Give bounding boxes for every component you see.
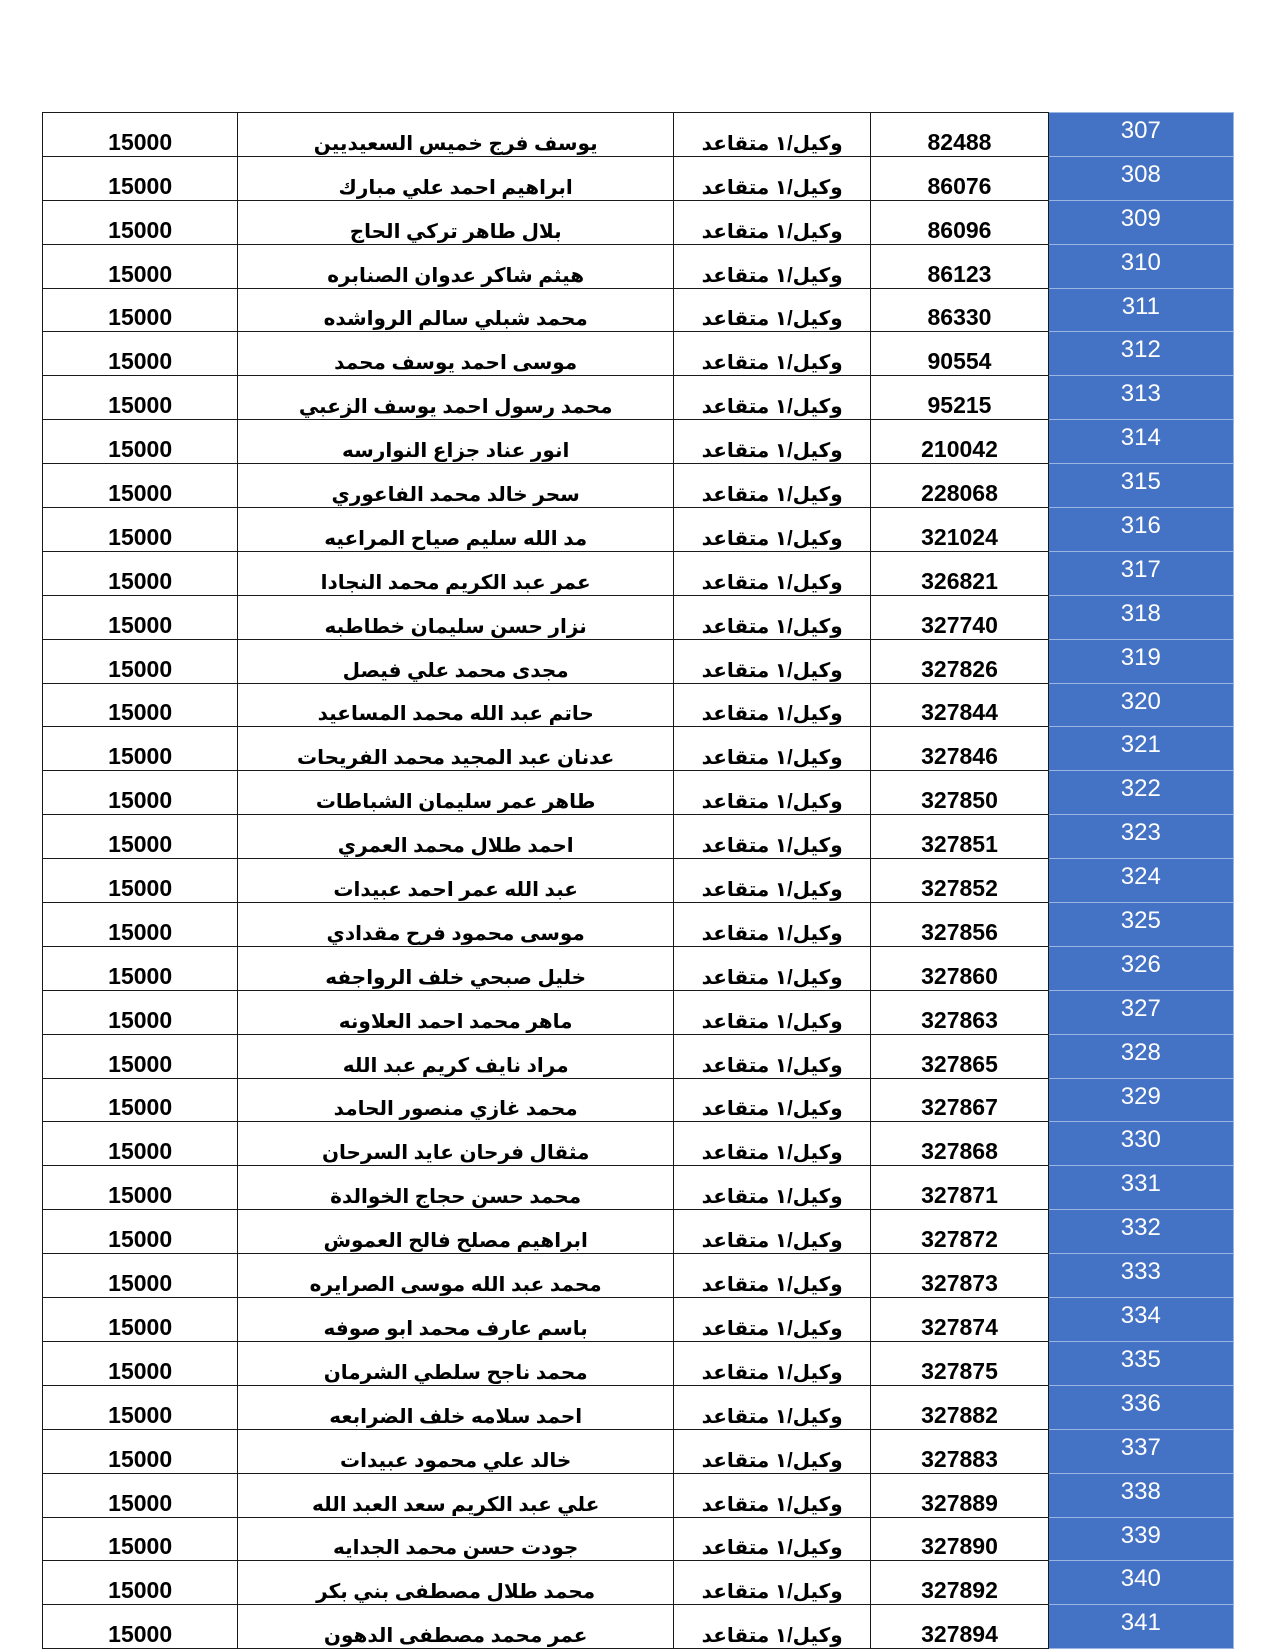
table-row <box>43 903 1234 947</box>
rank-cell: وكيل/١ متقاعد <box>674 508 871 552</box>
rank-cell: وكيل/١ متقاعد <box>674 595 871 639</box>
name-cell: حاتم عبد الله محمد المساعيد <box>238 683 674 727</box>
serial-number-cell: 326 <box>1048 946 1233 990</box>
serial-number-cell: 324 <box>1048 859 1233 903</box>
rank-cell: وكيل/١ متقاعد <box>674 1122 871 1166</box>
rank-cell: وكيل/١ متقاعد <box>674 1078 871 1122</box>
amount-cell: 15000 <box>43 1298 238 1342</box>
amount-cell: 15000 <box>43 1210 238 1254</box>
military-number-cell: 327860 <box>871 946 1048 990</box>
military-number-cell: 327867 <box>871 1078 1048 1122</box>
military-number-cell: 210042 <box>871 420 1048 464</box>
name-cell: موسى محمود فرح مقدادي <box>238 903 674 947</box>
serial-number-cell: 311 <box>1048 288 1233 332</box>
amount-cell: 15000 <box>43 990 238 1034</box>
amount-cell: 15000 <box>43 946 238 990</box>
military-number-cell: 86096 <box>871 200 1048 244</box>
rank-cell: وكيل/١ متقاعد <box>674 1473 871 1517</box>
rank-cell: وكيل/١ متقاعد <box>674 639 871 683</box>
serial-number-cell: 338 <box>1048 1473 1233 1517</box>
table-row <box>43 288 1234 332</box>
name-cell: محمد شبلي سالم الرواشده <box>238 288 674 332</box>
rank-cell: وكيل/١ متقاعد <box>674 1517 871 1561</box>
serial-number-cell: 308 <box>1048 156 1233 200</box>
amount-cell: 15000 <box>43 244 238 288</box>
rank-cell: وكيل/١ متقاعد <box>674 771 871 815</box>
military-number-cell: 327868 <box>871 1122 1048 1166</box>
serial-number-cell: 320 <box>1048 683 1233 727</box>
military-number-cell: 228068 <box>871 464 1048 508</box>
table-row <box>43 1561 1234 1605</box>
name-cell: عمر محمد مصطفى الدهون <box>238 1605 674 1649</box>
name-cell: ماهر محمد احمد العلاونه <box>238 990 674 1034</box>
name-cell: خليل صبحي خلف الرواجفه <box>238 946 674 990</box>
amount-cell: 15000 <box>43 1166 238 1210</box>
rank-cell: وكيل/١ متقاعد <box>674 200 871 244</box>
rank-cell: وكيل/١ متقاعد <box>674 1561 871 1605</box>
table-row <box>43 551 1234 595</box>
military-number-cell: 327856 <box>871 903 1048 947</box>
table-row <box>43 1298 1234 1342</box>
name-cell: محمد حسن حجاج الخوالدة <box>238 1166 674 1210</box>
amount-cell: 15000 <box>43 288 238 332</box>
table-row <box>43 508 1234 552</box>
name-cell: بلال طاهر تركي الحاج <box>238 200 674 244</box>
military-number-cell: 86330 <box>871 288 1048 332</box>
table-row <box>43 1517 1234 1561</box>
serial-number-cell: 318 <box>1048 595 1233 639</box>
military-number-cell: 327882 <box>871 1385 1048 1429</box>
military-number-cell: 327883 <box>871 1429 1048 1473</box>
name-cell: باسم عارف محمد ابو صوفه <box>238 1298 674 1342</box>
name-cell: هيثم شاكر عدوان الصنابره <box>238 244 674 288</box>
amount-cell: 15000 <box>43 551 238 595</box>
rank-cell: وكيل/١ متقاعد <box>674 903 871 947</box>
amount-cell: 15000 <box>43 1254 238 1298</box>
table-row <box>43 727 1234 771</box>
name-cell: محمد ناجح سلطي الشرمان <box>238 1341 674 1385</box>
serial-number-cell: 339 <box>1048 1517 1233 1561</box>
rank-cell: وكيل/١ متقاعد <box>674 420 871 464</box>
amount-cell: 15000 <box>43 332 238 376</box>
amount-cell: 15000 <box>43 639 238 683</box>
rank-cell: وكيل/١ متقاعد <box>674 1166 871 1210</box>
amount-cell: 15000 <box>43 376 238 420</box>
name-cell: خالد علي محمود عبيدات <box>238 1429 674 1473</box>
serial-number-cell: 328 <box>1048 1034 1233 1078</box>
amount-cell: 15000 <box>43 1385 238 1429</box>
serial-number-cell: 309 <box>1048 200 1233 244</box>
serial-number-cell: 341 <box>1048 1605 1233 1649</box>
name-cell: موسى احمد يوسف محمد <box>238 332 674 376</box>
rank-cell: وكيل/١ متقاعد <box>674 288 871 332</box>
amount-cell: 15000 <box>43 464 238 508</box>
serial-number-cell: 314 <box>1048 420 1233 464</box>
military-number-cell: 82488 <box>871 113 1048 157</box>
rank-cell: وكيل/١ متقاعد <box>674 946 871 990</box>
table-row <box>43 420 1234 464</box>
serial-number-cell: 319 <box>1048 639 1233 683</box>
rank-cell: وكيل/١ متقاعد <box>674 727 871 771</box>
name-cell: محمد عبد الله موسى الصرايره <box>238 1254 674 1298</box>
serial-number-cell: 313 <box>1048 376 1233 420</box>
rank-cell: وكيل/١ متقاعد <box>674 990 871 1034</box>
table-row <box>43 1210 1234 1254</box>
military-number-cell: 327873 <box>871 1254 1048 1298</box>
name-cell: ابراهيم مصلح فالح العموش <box>238 1210 674 1254</box>
name-cell: احمد سلامه خلف الضرابعه <box>238 1385 674 1429</box>
amount-cell: 15000 <box>43 727 238 771</box>
name-cell: احمد طلال محمد العمري <box>238 815 674 859</box>
military-number-cell: 327874 <box>871 1298 1048 1342</box>
rank-cell: وكيل/١ متقاعد <box>674 244 871 288</box>
rank-cell: وكيل/١ متقاعد <box>674 1429 871 1473</box>
amount-cell: 15000 <box>43 1561 238 1605</box>
rank-cell: وكيل/١ متقاعد <box>674 1298 871 1342</box>
military-number-cell: 327850 <box>871 771 1048 815</box>
rank-cell: وكيل/١ متقاعد <box>674 815 871 859</box>
military-number-cell: 327826 <box>871 639 1048 683</box>
table-row <box>43 1254 1234 1298</box>
military-number-cell: 327890 <box>871 1517 1048 1561</box>
amount-cell: 15000 <box>43 771 238 815</box>
table-row <box>43 113 1234 157</box>
table-row <box>43 1385 1234 1429</box>
table-row <box>43 244 1234 288</box>
name-cell: جودت حسن محمد الجدايه <box>238 1517 674 1561</box>
rank-cell: وكيل/١ متقاعد <box>674 1341 871 1385</box>
table-row <box>43 1473 1234 1517</box>
military-number-cell: 327889 <box>871 1473 1048 1517</box>
name-cell: علي عبد الكريم سعد العبد الله <box>238 1473 674 1517</box>
table-row <box>43 332 1234 376</box>
serial-number-cell: 340 <box>1048 1561 1233 1605</box>
name-cell: عبد الله عمر احمد عبيدات <box>238 859 674 903</box>
table-row <box>43 946 1234 990</box>
amount-cell: 15000 <box>43 1341 238 1385</box>
rank-cell: وكيل/١ متقاعد <box>674 464 871 508</box>
name-cell: سحر خالد محمد الفاعوري <box>238 464 674 508</box>
table-row <box>43 1166 1234 1210</box>
table-row <box>43 1122 1234 1166</box>
serial-number-cell: 327 <box>1048 990 1233 1034</box>
military-number-cell: 327844 <box>871 683 1048 727</box>
military-number-cell: 327740 <box>871 595 1048 639</box>
name-cell: عدنان عبد المجيد محمد الفريحات <box>238 727 674 771</box>
name-cell: طاهر عمر سليمان الشباطات <box>238 771 674 815</box>
rank-cell: وكيل/١ متقاعد <box>674 1254 871 1298</box>
amount-cell: 15000 <box>43 903 238 947</box>
amount-cell: 15000 <box>43 508 238 552</box>
amount-cell: 15000 <box>43 1517 238 1561</box>
table-row <box>43 859 1234 903</box>
military-number-cell: 86076 <box>871 156 1048 200</box>
military-number-cell: 95215 <box>871 376 1048 420</box>
rank-cell: وكيل/١ متقاعد <box>674 332 871 376</box>
rank-cell: وكيل/١ متقاعد <box>674 156 871 200</box>
table-row <box>43 464 1234 508</box>
military-number-cell: 90554 <box>871 332 1048 376</box>
serial-number-cell: 332 <box>1048 1210 1233 1254</box>
name-cell: محمد غازي منصور الحامد <box>238 1078 674 1122</box>
serial-number-cell: 321 <box>1048 727 1233 771</box>
amount-cell: 15000 <box>43 1605 238 1649</box>
serial-number-cell: 329 <box>1048 1078 1233 1122</box>
name-cell: انور عناد جزاع النوارسه <box>238 420 674 464</box>
military-number-cell: 327865 <box>871 1034 1048 1078</box>
table-row <box>43 683 1234 727</box>
name-cell: مد الله سليم صياح المراعيه <box>238 508 674 552</box>
table-row <box>43 1605 1234 1649</box>
rank-cell: وكيل/١ متقاعد <box>674 1605 871 1649</box>
serial-number-cell: 315 <box>1048 464 1233 508</box>
rank-cell: وكيل/١ متقاعد <box>674 376 871 420</box>
rank-cell: وكيل/١ متقاعد <box>674 1034 871 1078</box>
serial-number-cell: 307 <box>1048 113 1233 157</box>
serial-number-cell: 330 <box>1048 1122 1233 1166</box>
name-cell: ابراهيم احمد علي مبارك <box>238 156 674 200</box>
amount-cell: 15000 <box>43 683 238 727</box>
table-body <box>43 113 1234 1649</box>
amount-cell: 15000 <box>43 859 238 903</box>
table-row <box>43 1341 1234 1385</box>
name-cell: عمر عبد الكريم محمد النجادا <box>238 551 674 595</box>
serial-number-cell: 325 <box>1048 903 1233 947</box>
serial-number-cell: 336 <box>1048 1385 1233 1429</box>
table-row <box>43 990 1234 1034</box>
rank-cell: وكيل/١ متقاعد <box>674 1210 871 1254</box>
rank-cell: وكيل/١ متقاعد <box>674 551 871 595</box>
military-number-cell: 327894 <box>871 1605 1048 1649</box>
rank-cell: وكيل/١ متقاعد <box>674 113 871 157</box>
rank-cell: وكيل/١ متقاعد <box>674 1385 871 1429</box>
military-number-cell: 321024 <box>871 508 1048 552</box>
serial-number-cell: 322 <box>1048 771 1233 815</box>
amount-cell: 15000 <box>43 1122 238 1166</box>
serial-number-cell: 317 <box>1048 551 1233 595</box>
table-row <box>43 1034 1234 1078</box>
name-cell: نزار حسن سليمان خطاطبه <box>238 595 674 639</box>
serial-number-cell: 334 <box>1048 1298 1233 1342</box>
serial-number-cell: 331 <box>1048 1166 1233 1210</box>
military-number-cell: 327871 <box>871 1166 1048 1210</box>
name-cell: مثقال فرحان عايد السرحان <box>238 1122 674 1166</box>
military-number-cell: 327852 <box>871 859 1048 903</box>
table-row <box>43 376 1234 420</box>
serial-number-cell: 323 <box>1048 815 1233 859</box>
serial-number-cell: 335 <box>1048 1341 1233 1385</box>
military-number-cell: 327892 <box>871 1561 1048 1605</box>
name-cell: محمد رسول احمد يوسف الزعبي <box>238 376 674 420</box>
amount-cell: 15000 <box>43 595 238 639</box>
military-number-cell: 327863 <box>871 990 1048 1034</box>
name-cell: يوسف فرج خميس السعيديين <box>238 113 674 157</box>
table-row <box>43 156 1234 200</box>
military-number-cell: 86123 <box>871 244 1048 288</box>
serial-number-cell: 310 <box>1048 244 1233 288</box>
amount-cell: 15000 <box>43 1473 238 1517</box>
rank-cell: وكيل/١ متقاعد <box>674 859 871 903</box>
name-cell: مراد نايف كريم عبد الله <box>238 1034 674 1078</box>
serial-number-cell: 337 <box>1048 1429 1233 1473</box>
table-row <box>43 639 1234 683</box>
name-cell: محمد طلال مصطفى بني بكر <box>238 1561 674 1605</box>
table-row <box>43 200 1234 244</box>
table-row <box>43 595 1234 639</box>
military-number-cell: 327875 <box>871 1341 1048 1385</box>
amount-cell: 15000 <box>43 420 238 464</box>
retirees-table <box>42 112 1234 1649</box>
serial-number-cell: 333 <box>1048 1254 1233 1298</box>
table-row <box>43 815 1234 859</box>
military-number-cell: 326821 <box>871 551 1048 595</box>
amount-cell: 15000 <box>43 1078 238 1122</box>
table-row <box>43 1078 1234 1122</box>
serial-number-cell: 316 <box>1048 508 1233 552</box>
amount-cell: 15000 <box>43 1034 238 1078</box>
serial-number-cell: 312 <box>1048 332 1233 376</box>
amount-cell: 15000 <box>43 200 238 244</box>
table-row <box>43 771 1234 815</box>
amount-cell: 15000 <box>43 156 238 200</box>
military-number-cell: 327872 <box>871 1210 1048 1254</box>
amount-cell: 15000 <box>43 113 238 157</box>
table-row <box>43 1429 1234 1473</box>
name-cell: مجدى محمد علي فيصل <box>238 639 674 683</box>
amount-cell: 15000 <box>43 1429 238 1473</box>
military-number-cell: 327846 <box>871 727 1048 771</box>
military-number-cell: 327851 <box>871 815 1048 859</box>
rank-cell: وكيل/١ متقاعد <box>674 683 871 727</box>
amount-cell: 15000 <box>43 815 238 859</box>
